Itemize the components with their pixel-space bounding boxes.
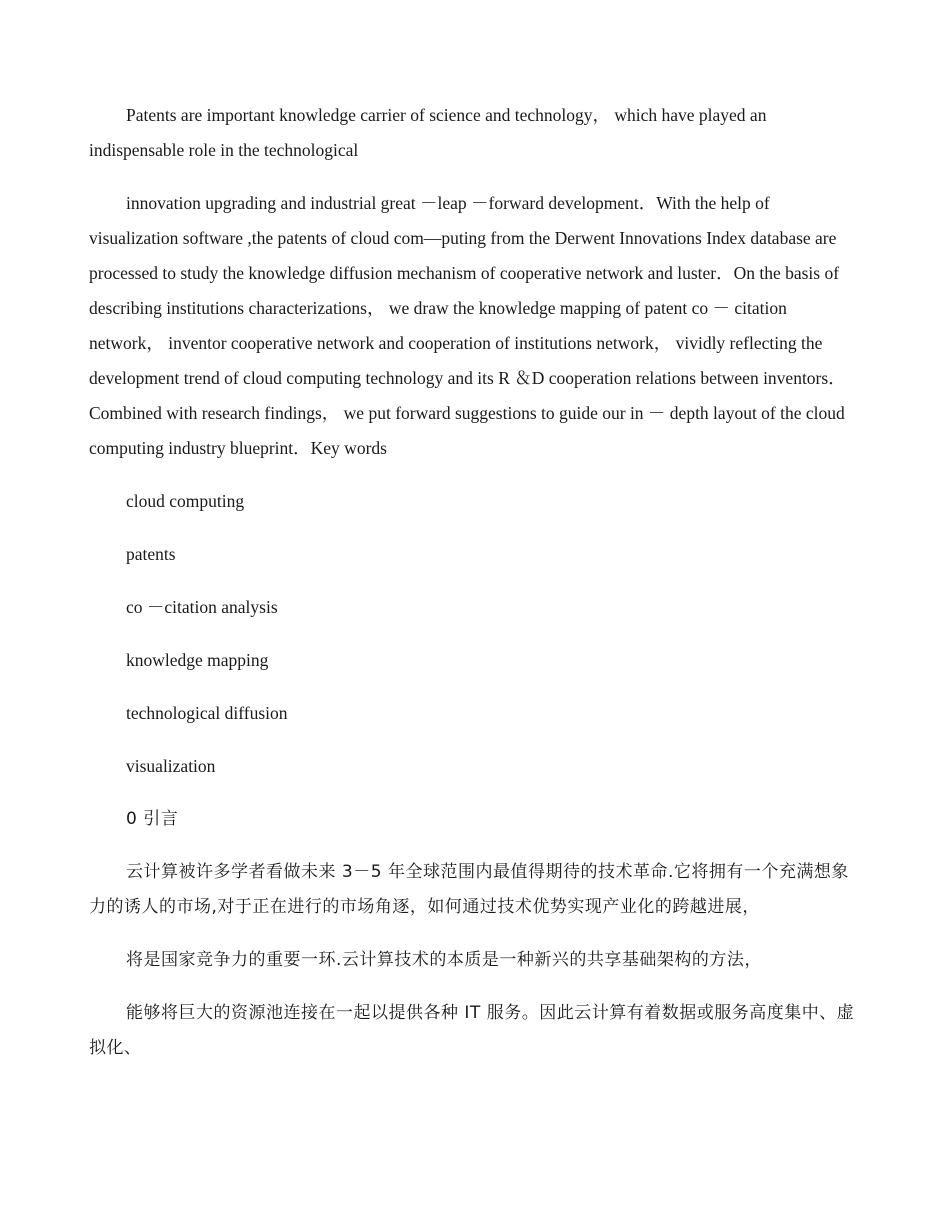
body-paragraph-3: 能够将巨大的资源池连接在一起以提供各种 IT 服务。因此云计算有着数据或服务高度集中、虚拟化、 (89, 1003, 855, 1058)
keyword-1: cloud computing (126, 491, 245, 511)
keyword-3: co －citation analysis (126, 597, 278, 617)
keyword-6: visualization (126, 756, 216, 776)
body-paragraph-2: 将是国家竞争力的重要一环.云计算技术的本质是一种新兴的共享基础架构的方法， (126, 950, 762, 970)
document-body (89, 98, 861, 1084)
keyword-2: patents (126, 544, 176, 564)
abstract-paragraph-1: Patents are important knowledge carrier of science and technology， which have played an indispensable role in the technological (89, 105, 767, 160)
keyword-4: knowledge mapping (126, 650, 269, 670)
body-paragraph-1: 云计算被许多学者看做未来 3－5 年全球范围内最值得期待的技术革命.它将拥有一个充满想象力的诱人的市场,对于正在进行的市场角逐，如何通过技术优势实现产业化的跨越进展， (89, 862, 849, 917)
section-heading-introduction: 0 引言 (126, 809, 179, 829)
abstract-paragraph-2: innovation upgrading and industrial great －leap －forward development．With the help of visualization software ,the patents of cloud com—puting from the Derwent Innovations Index database are processed to study the knowledge diffusion mechanism of cooperative network and luster．On the basis of describing institutions characterizations， we draw the knowledge mapping of patent co － citation network， inventor cooperative network and cooperation of institutions network， vividly reflecting the development trend of cloud computing technology and its R ＆D cooperation relations between inventors．Combined with research findings， we put forward suggestions to guide our in － depth layout of the cloud computing industry blueprint．Key words (89, 193, 846, 458)
keyword-5: technological diffusion (126, 703, 288, 723)
